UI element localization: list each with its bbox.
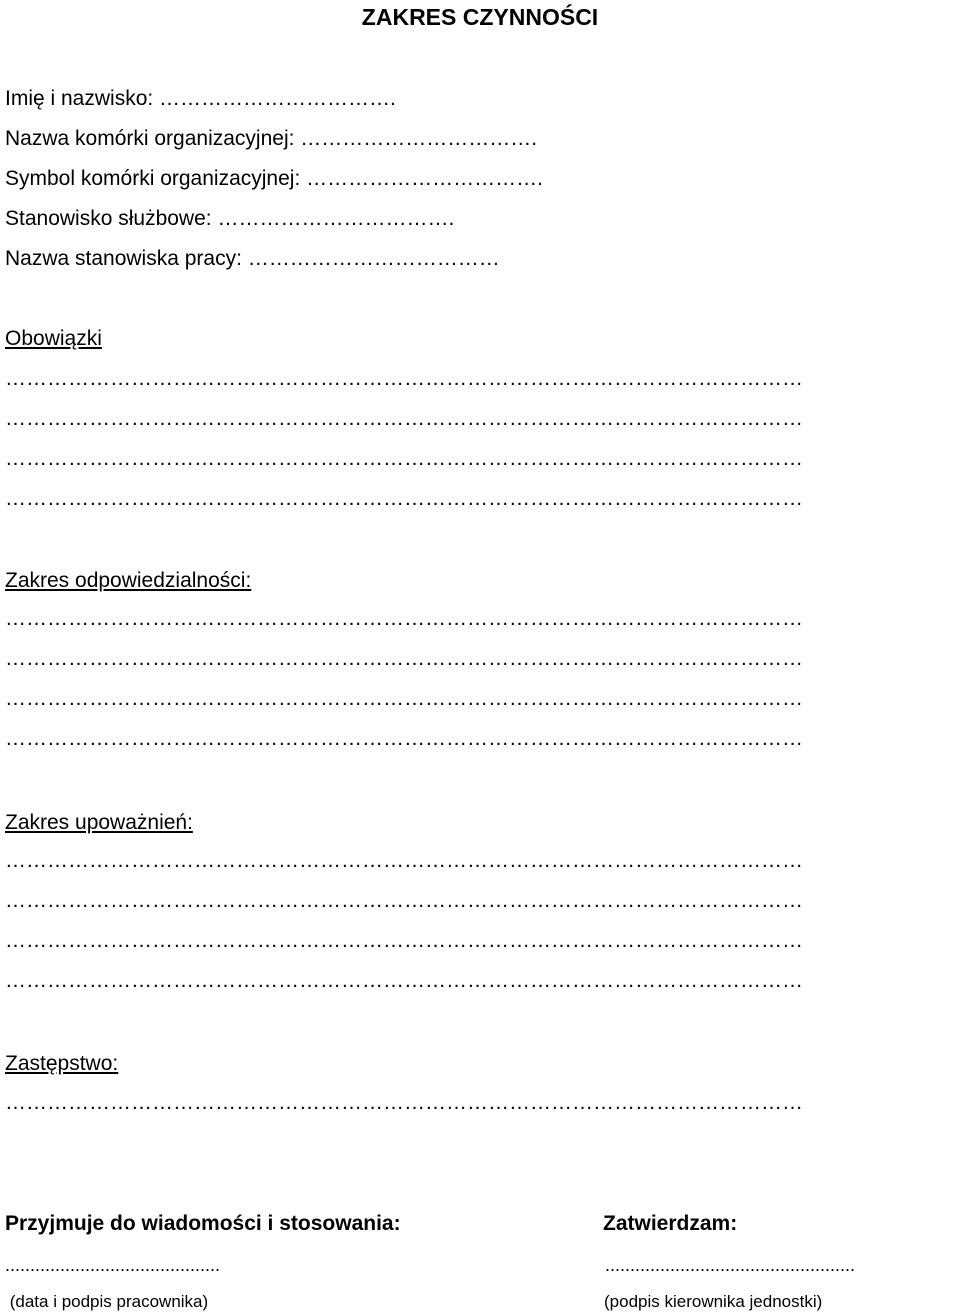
employee-signature-caption: (data i podpis pracownika) <box>5 1292 209 1311</box>
duties-heading: Obowiązki <box>5 327 102 350</box>
responsibility-line: …………………………………………………………………………………………………… <box>5 647 803 670</box>
document-title: ZAKRES CZYNNOŚCI <box>361 4 599 30</box>
substitution-heading: Zastępstwo: <box>5 1052 119 1075</box>
field-workplace-name: Nazwa stanowiska pracy: ……………………………… <box>5 247 500 270</box>
responsibility-line: …………………………………………………………………………………………………… <box>5 727 803 750</box>
authorizations-line: …………………………………………………………………………………………………… <box>5 889 803 912</box>
authorizations-line: …………………………………………………………………………………………………… <box>5 929 803 952</box>
duties-line: …………………………………………………………………………………………………… <box>5 367 803 390</box>
authorizations-line: …………………………………………………………………………………………………… <box>5 849 803 872</box>
responsibility-heading: Zakres odpowiedzialności: <box>5 569 252 592</box>
manager-signature-line: .................................................. <box>605 1255 856 1275</box>
field-position: Stanowisko służbowe: ……………………………. <box>5 207 455 230</box>
substitution-line: …………………………………………………………………………………………………… <box>5 1091 803 1114</box>
authorizations-line: …………………………………………………………………………………………………… <box>5 969 803 992</box>
duties-line: …………………………………………………………………………………………………… <box>5 447 803 470</box>
responsibility-line: …………………………………………………………………………………………………… <box>5 687 803 710</box>
employee-signature-line: ........................................... <box>5 1255 221 1275</box>
manager-approval-label: Zatwierdzam: <box>603 1212 738 1235</box>
employee-acceptance-label: Przyjmuje do wiadomości i stosowania: <box>5 1212 401 1235</box>
duties-line: …………………………………………………………………………………………………… <box>5 487 803 510</box>
duties-line: …………………………………………………………………………………………………… <box>5 407 803 430</box>
authorizations-heading: Zakres upoważnień: <box>5 811 193 834</box>
field-unit-symbol: Symbol komórki organizacyjnej: ……………………………. <box>5 167 543 190</box>
field-name: Imię i nazwisko: ……………………………. <box>5 87 396 110</box>
responsibility-line: …………………………………………………………………………………………………… <box>5 607 803 630</box>
manager-signature-caption: (podpis kierownika jednostki) <box>604 1292 823 1311</box>
field-unit-name: Nazwa komórki organizacyjnej: ……………………………. <box>5 127 538 150</box>
